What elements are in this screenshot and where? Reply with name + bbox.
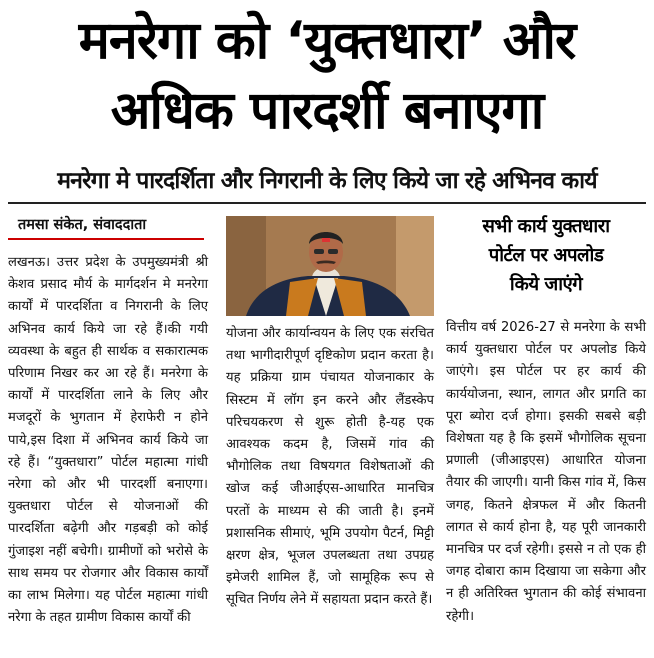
article-text: लखनऊ। उत्तर प्रदेश के उपमुख्यमंत्री श्री केशव प्रसाद मौर्य के मार्गदर्शन मे मनरेगा कार्यों में पारदर्शिता व निगरानी के लिए अभिनव कार्य किये जा रहे हैं।की गयी व्यवस्था के बहुत ही सार्थक व सकारात्मक परिणाम निखर कर आ रहे हैं। मनरेगा के कार्यों में पारदर्शिता लाने के लिए और मजदूरों के भुगतान में हेराफेरी न होने पाये,इस दिशा में अभिनव कार्य किये जा रहे हैं। “युक्तधारा” पोर्टल महात्मा गांधी नरेगा को और भी पारदर्शी बनाएगा। युक्तधारा पोर्टल से योजनाओं की पारदर्शिता बढ़ेगी और गड़बड़ी को कोई गुंजाइश नहीं बचेगी। ग्रामीणों को भरोसे के साथ समय पर रोजगार और विकास कार्यों का लाभ मिलेगा। यह पोर्टल महात्मा गांधी नरेगा के तहत ग्रामीण विकास कार्यों की — [8, 255, 208, 626]
headline-line-2: अधिक पारदर्शी बनाएगा — [110, 81, 544, 141]
sidebar-heading-line-2: पोर्टल पर अपलोड — [488, 245, 604, 266]
article-column-3 — [446, 317, 646, 628]
subheadline: मनरेगा मे पारदर्शिता और निगरानी के लिए किये जा रहे अभिनव कार्य — [57, 168, 597, 194]
headline-line-1: मनरेगा को ‘युक्तधारा’ और — [78, 11, 576, 71]
portrait-illustration — [226, 216, 434, 316]
article-text: वित्तीय वर्ष 2026-27 से मनरेगा के सभी कार्य युक्तधारा पोर्टल पर अपलोड किये जाएंगे। इस पोर्टल पर हर कार्य की कार्ययोजना, स्थान, लागत और प्रगति का पूरा ब्योरा दर्ज होगा। इसकी सबसे बड़ी विशेषता यह है कि इसमें भौगोलिक सूचना प्रणाली (जीआइएस) आधारित योजना तैयार की जाएगी। यानी किस गांव में, किस जगह, कितने क्षेत्रफल में और कितनी लागत से कार्य होना है, यह पूरी जानकारी मानचित्र पर दर्ज रहेगी। इससे न तो एक ही जगह दोबारा काम दिखाया जा सकेगा और न ही अतिरिक्त भुगतान की कोई संभावना रहेगी। — [446, 320, 646, 624]
article-text: योजना और कार्यान्वयन के लिए एक संरचित तथा भागीदारीपूर्ण दृष्टिकोण प्रदान करता है। यह प्रक्रिया ग्राम पंचायत योजनाकार के सिस्टम में लॉग इन करने और लैंडस्केप परिचयकरण से शुरू होती है-यह एक आवश्यक कदम है, जिसमें गांव की भौगोलिक तथा विषयगत विशेषताओं की खोज कई जीआईएस-आधारित मानचित्र परतों के माध्यम से की जाती है। इनमें प्रशासनिक सीमाएं, भूमि उपयोग पैटर्न, मिट्टी क्षरण क्षेत्र, भूजल उपलब्धता तथा उपग्रह इमेजरी शामिल हैं, जो सामूहिक रूप से सूचित निर्णय लेने में सहायता प्रदान करते हैं। — [226, 326, 434, 608]
sidebar-heading-line-1: सभी कार्य युक्तधारा — [482, 216, 610, 237]
byline: तमसा संकेत, संवाददाता — [18, 217, 147, 233]
portrait-photo — [226, 216, 434, 316]
sidebar-heading-line-3: किये जाएंगे — [509, 274, 583, 295]
divider — [8, 202, 646, 204]
article-column-2 — [226, 323, 434, 612]
byline-underline — [8, 238, 204, 240]
sidebar-heading — [446, 212, 646, 299]
article-column-1 — [8, 252, 208, 629]
